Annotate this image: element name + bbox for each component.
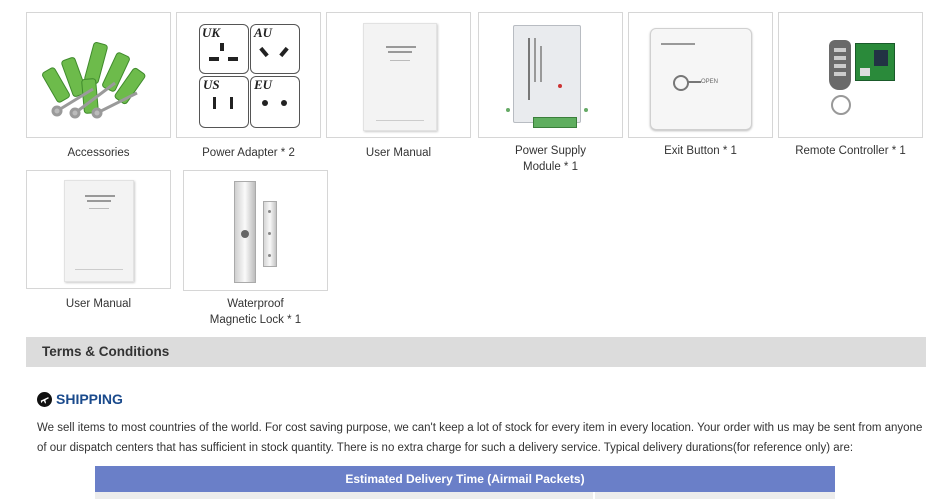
product-caption: Power Adapter * 2 xyxy=(202,147,295,159)
armature-plate-image xyxy=(263,201,277,267)
exit-button-image: OPEN xyxy=(650,28,752,130)
plug-us: US xyxy=(199,76,249,128)
product-card-user-manual[interactable] xyxy=(326,12,471,138)
delivery-table-title: Estimated Delivery Time (Airmail Packets) xyxy=(345,472,585,486)
terms-title: Terms & Conditions xyxy=(42,344,170,359)
product-caption: User Manual xyxy=(65,298,132,310)
magnetic-lock-image xyxy=(234,181,256,283)
plug-eu: EU xyxy=(250,76,300,128)
product-caption: Remote Controller * 1 xyxy=(795,145,906,157)
product-caption: Exit Button * 1 xyxy=(664,145,737,157)
product-card-magnetic-lock[interactable] xyxy=(183,170,328,291)
product-card-accessories[interactable] xyxy=(26,12,171,138)
terms-section-bar[interactable] xyxy=(26,337,926,367)
plug-au: AU xyxy=(250,24,300,74)
product-card-power-supply[interactable] xyxy=(478,12,623,138)
delivery-table-row xyxy=(95,492,835,499)
airplane-icon xyxy=(37,392,52,407)
product-caption: Power Supply Module * 1 xyxy=(515,145,586,173)
power-supply-image xyxy=(513,25,581,123)
shipping-title: SHIPPING xyxy=(56,391,123,407)
manual-image xyxy=(363,23,437,131)
shipping-text: We sell items to most countries of the world. For cost saving purpose, we can't keep a lot of stock for every item in every location. Your order with us may be sent from anyone of our dispatch centers that has sufficient in stock quantity. There is no extra charge for such a delivery service. Typical delivery durations(for reference only) are: xyxy=(37,422,923,454)
manual-image xyxy=(64,180,134,282)
terminal-block xyxy=(533,117,577,128)
product-card-power-adapter[interactable] xyxy=(176,12,321,138)
delivery-table-header xyxy=(95,466,835,492)
key-ring xyxy=(831,95,851,115)
key-icon xyxy=(673,75,689,91)
product-caption: Waterproof Magnetic Lock * 1 xyxy=(209,298,302,326)
shipping-heading xyxy=(37,390,123,408)
receiver-board-image xyxy=(855,43,895,81)
accessories-image xyxy=(27,13,171,138)
product-card-user-manual-2[interactable] xyxy=(26,170,171,289)
product-caption: User Manual xyxy=(365,147,432,159)
remote-image xyxy=(829,40,851,90)
product-card-remote-controller[interactable] xyxy=(778,12,923,138)
product-card-exit-button[interactable] xyxy=(628,12,773,138)
plug-uk: UK xyxy=(199,24,249,74)
product-caption: Accessories xyxy=(67,147,130,159)
